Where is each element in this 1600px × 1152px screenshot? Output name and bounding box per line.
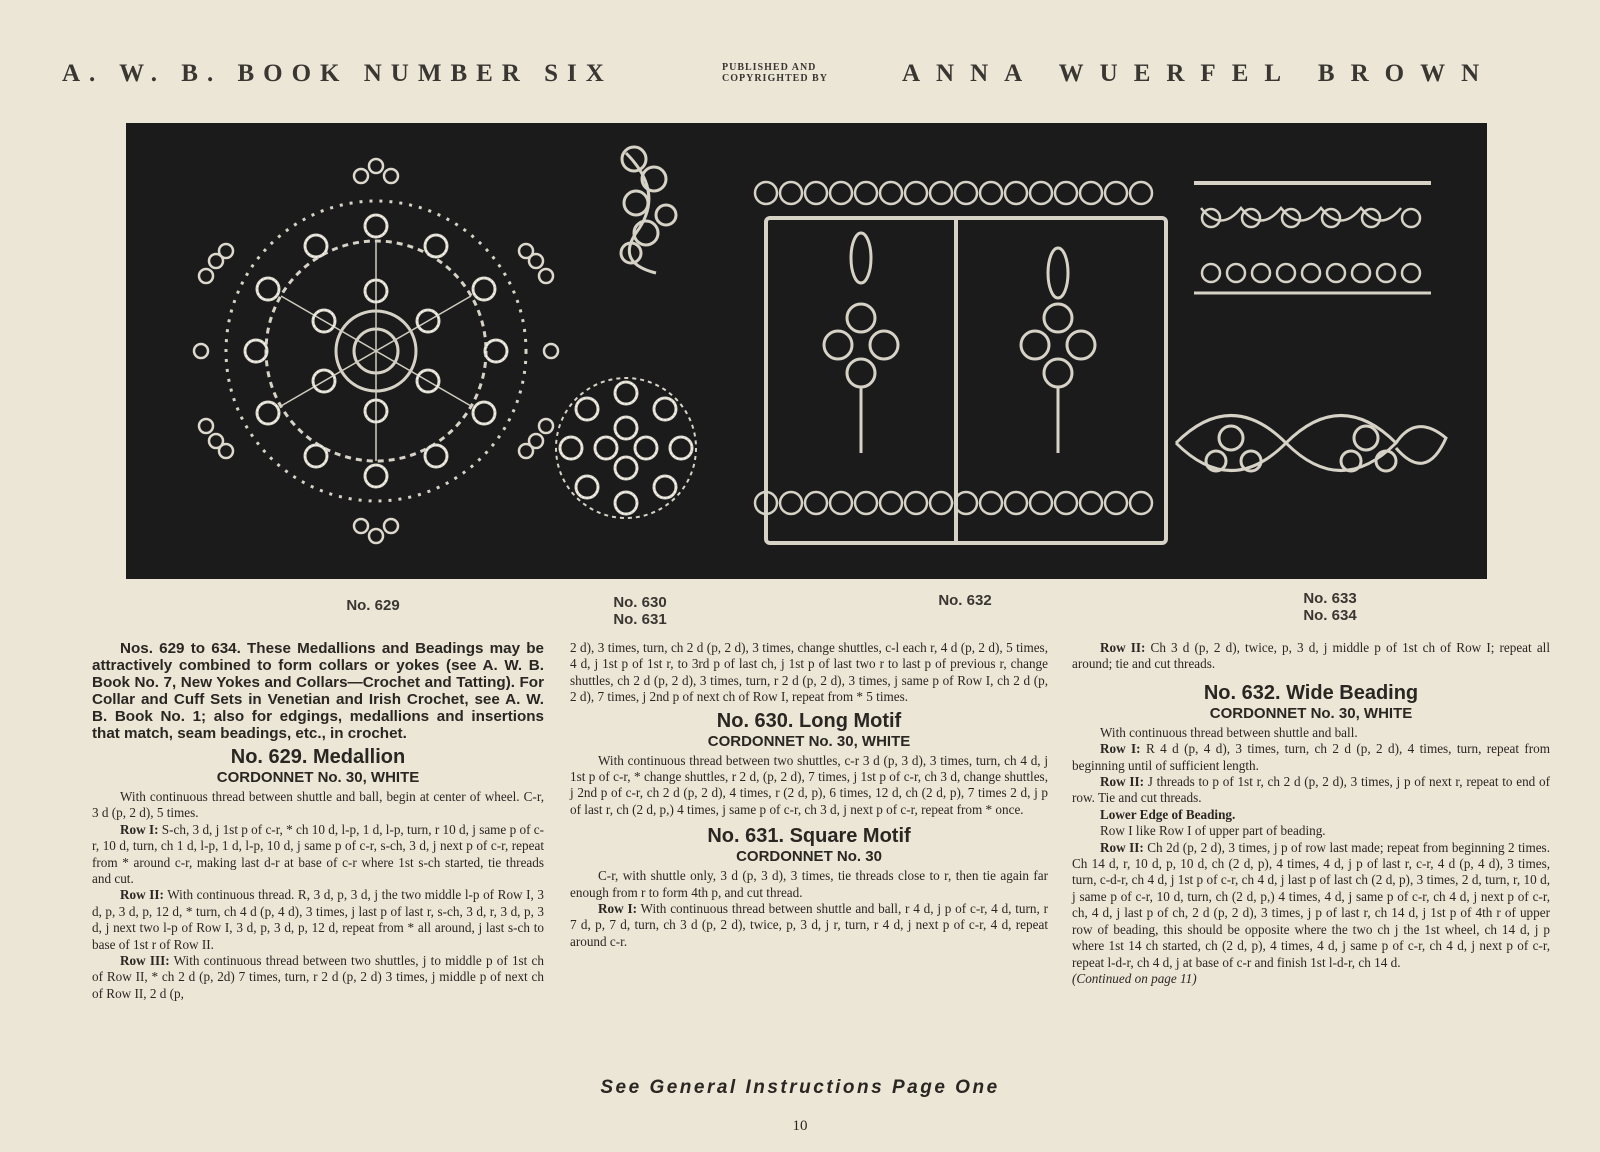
beading-634	[1176, 416, 1446, 472]
title-631: No. 631. Square Motif	[707, 825, 911, 848]
row2-text: Ch 2d (p, 2 d), 3 times, j p of row last made; repeat from beginning 2 times. Ch 14 d, r, 10 d, p, 10 d, ch (2 d, p), 4 times, 4 d, j p of last r, c-r, 4 d (p, 4 d), 3 times, turn, c-d-r, ch 4 d, j 1st p of c-r, ch 4 d, j last p of last ch (2 d, p), 3 times, 2 d, turn, r, 10 d, j same p of c-r, 10 d, turn, ch (2 d, p,) 4 times, 4 d, j same p of c-r, ch 4 d, j next p of c-r, ch, 4 d, j last p of ch, 2 d (p, 2 d), 3 times, j p of last r, ch 14 d, j 1st p of 4th r of upper row of beading, this should be opposite where the two ch j the 1st wheel, ch 14 d, j p where 1st 14 ch started, ch (2 d, p), 4 times, 4 d, j same p of c-r, ch 4 d, j next p of c-r, repeat l-d-r, ch 4 d, j at base of c-r and finish 1st l-d-r, ch 14 d.	[1072, 839, 1550, 970]
caption-630-631	[585, 594, 695, 628]
caption-634: No. 634	[1303, 607, 1357, 624]
beading-633	[1194, 183, 1431, 293]
row2-text: With continuous thread. R, 3 d, p, 3 d, j the two middle l-p of Row I, 3 d, p, 3 d, p, 12 d, * turn, ch 4 d (p, 4 d), 3 times, j last p of last r, s-ch, 3 d, r, 3 d, p, 3 d, j next two l-p of Row I, 3 d, p, 3 d, p, 12 d, repeat from * all around, j last s-ch to base of 1st r of Row II.	[92, 887, 545, 952]
row1-text: With continuous thread between shuttle and ball, r 4 d, j p of c-r, 4 d, turn, r 7 d, p, 7 d, turn, ch 3 d (p, 2 d), twice, p, 3 d, j r, turn, r 4 d, j next p of c-r, 4 d, repeat around c-r.	[570, 901, 1048, 949]
column-1	[92, 640, 544, 1002]
column-2	[570, 640, 1048, 950]
lower-edge-heading: Lower Edge of Beading.	[1100, 806, 1236, 822]
tatting-photograph	[126, 123, 1487, 579]
caption-630: No. 630	[613, 594, 667, 611]
column-3	[1072, 640, 1550, 987]
continued-note: (Continued on page 11)	[1072, 970, 1197, 986]
subtitle-632: CORDONNET No. 30, WHITE	[1209, 704, 1413, 722]
caption-632: No. 632	[938, 592, 992, 609]
header-left-title: A. W. B. BOOK NUMBER SIX	[62, 60, 613, 87]
text-631-row2	[1072, 640, 1550, 673]
general-instructions-note: See General Instructions Page One	[600, 1077, 1000, 1098]
text-629-row3	[92, 953, 544, 1002]
text-629-row1	[92, 822, 544, 888]
text-630: With continuous thread between two shuttles, c-r 3 d (p, 3 d), 3 times, turn, ch 4 d, j 1st p of c-r, * change shuttles, r 2 d, (p, 2 d), 7 times, j 1st p of c-r, ch 3 d, change shuttles, j 2nd p of c-r, ch 2 d (p, 2 d), 4 times, r (2 d, p), 6 times, 12 d, ch (2 d, p), 7 times 2 d, j p of last r, ch (2 d, p,) 4 times, j same p of c-r, ch 3 d, j next p of c-r, repeat from * once.	[570, 752, 1048, 817]
subtitle-631: CORDONNET No. 30	[736, 848, 882, 866]
caption-633: No. 633	[1303, 590, 1357, 607]
text-lower-row1: Row I like Row I of upper part of beading.	[1100, 823, 1326, 839]
text-lower-row2	[1072, 840, 1550, 971]
text-629-intro: With continuous thread between shuttle and ball, begin at center of wheel. C-r, 3 d (p, 2 d), 5 times.	[92, 789, 544, 821]
header-author: ANNA WUERFEL BROWN	[902, 60, 1496, 87]
caption-631: No. 631	[613, 611, 667, 628]
caption-633-634	[1275, 590, 1385, 624]
row2-label: Row II:	[1100, 774, 1145, 790]
text-631-row1	[570, 901, 1048, 950]
text-631: C-r, with shuttle only, 3 d (p, 3 d), 3 times, tie threads close to r, then tie again far enough from r to form 4th p, and cut thread.	[570, 868, 1048, 900]
lace-illustration	[126, 123, 1487, 579]
row1-label: Row I:	[120, 821, 159, 837]
text-632-row2	[1072, 774, 1550, 807]
medallion-629	[194, 159, 558, 543]
row2-label: Row II:	[1100, 839, 1144, 855]
header-published-by	[722, 62, 828, 84]
page-number: 10	[792, 1118, 808, 1134]
wide-beading-632	[755, 182, 1166, 543]
text-632: With continuous thread between shuttle and ball.	[1100, 724, 1358, 740]
row2-text: Ch 3 d (p, 2 d), twice, p, 3 d, j middle p of 1st ch of Row I; repeat all around; tie and cut threads.	[1072, 640, 1551, 672]
row2-label: Row II:	[120, 887, 164, 903]
row1-label: Row I:	[598, 901, 637, 917]
subtitle-629: CORDONNET No. 30, WHITE	[216, 769, 420, 786]
row1-text: S-ch, 3 d, j 1st p of c-r, * ch 10 d, l-p, 1 d, l-p, turn, r 10 d, j same p of c-r, 10 d, turn, ch 1 d, l-p, 1 d, l-p, 10 d, j same p of c-r, s-ch, 3 d, j next p of c-r, repeat from * around c-r, making last d-r at base of c-r where 1st s-ch started, tie threads and cut.	[92, 821, 545, 887]
caption-629: No. 629	[346, 597, 400, 614]
long-motif-630	[621, 147, 676, 273]
title-629: No. 629. Medallion	[230, 746, 406, 768]
row2-text: J threads to p of 1st r, ch 2 d (p, 2 d), 3 times, j p of next r, repeat to end of row. Tie and cut threads.	[1072, 774, 1550, 806]
title-630: No. 630. Long Motif	[716, 709, 902, 732]
text-632-row1	[1072, 741, 1550, 774]
square-motif-631	[556, 378, 696, 518]
text-629-row2	[92, 887, 544, 953]
row1-label: Row I:	[1100, 741, 1141, 757]
row1-text: R 4 d (p, 4 d), 3 times, turn, ch 2 d (p, 2 d), 4 times, turn, repeat from beginning until of sufficient length.	[1072, 741, 1551, 773]
header-published-line1: PUBLISHED AND	[722, 62, 817, 73]
row3-text: With continuous thread between two shuttles, j to middle p of 1st ch of Row II, * ch 2 d (p, 2d) 7 times, turn, r 2 d (p, 2 d) 3 times, j middle p of next ch of Row II, 2 d (p,	[92, 953, 544, 1001]
intro-paragraph: Nos. 629 to 634. These Medallions and Beadings may be attractively combined to form collars or yokes (see A. W. B. Book No. 7, New Yokes and Collars—Crochet and Tatting). For Collar and Cuff Sets in Venetian and Irish Crochet, see A. W. B. Book No. 1; also for edgings, medallions and insertions that match, seam beadings, etc., in crochet.	[92, 640, 544, 742]
subtitle-630: CORDONNET No. 30, WHITE	[707, 732, 911, 750]
text-629-continued: 2 d), 3 times, turn, ch 2 d (p, 2 d), 3 times, change shuttles, c-l each r, 4 d (p, 2 d), 5 times, 4 d, j 1st p of 1st r, to 3rd p of last ch, j 1st p of last two r to last p of previous r, change shuttles, ch 2 d (p, 2 d), 3 times, turn, r 2 d (p, 2 d), 3 times, j same p of Row I, ch 2 d (p, 2 d), 7 times, j 2nd p of next ch of Row I, repeat from * 5 times.	[570, 640, 1048, 705]
row3-label: Row III:	[120, 953, 170, 969]
running-header	[0, 56, 1600, 92]
header-published-line2: COPYRIGHTED BY	[722, 73, 828, 84]
title-632: No. 632. Wide Beading	[1203, 681, 1419, 704]
row2-label: Row II:	[1100, 640, 1146, 655]
